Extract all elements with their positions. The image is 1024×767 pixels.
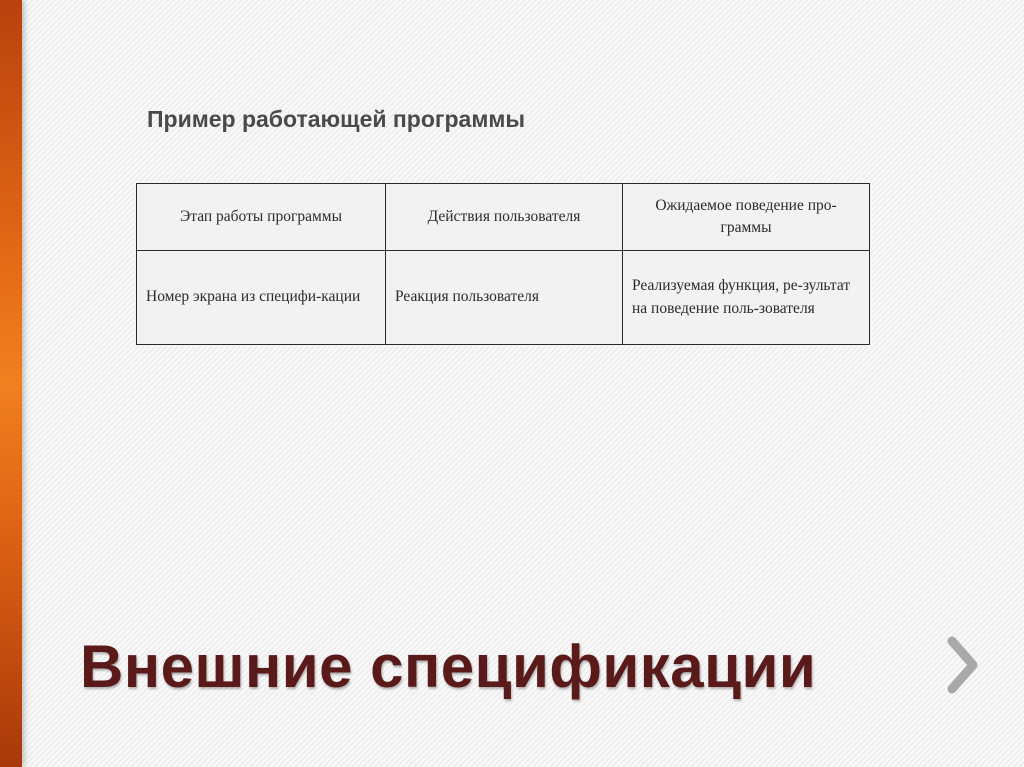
next-slide-button[interactable] [943, 633, 983, 697]
slide-title: Внешние спецификации [80, 633, 817, 700]
chevron-right-icon [943, 633, 983, 697]
accent-sidebar [0, 0, 22, 767]
table-header-row [137, 184, 870, 251]
slide-subtitle: Пример работающей программы [147, 106, 525, 132]
spec-table [136, 183, 870, 345]
cell-stage: Номер экрана из специфи-кации [137, 251, 386, 345]
cell-expected-behavior: Реализуемая функция, ре-зультат на поведение поль-зователя [623, 251, 870, 345]
header-stage: Этап работы программы [137, 184, 386, 251]
spec-table-image [134, 181, 872, 347]
cell-user-actions: Реакция пользователя [386, 251, 623, 345]
header-expected-behavior: Ожидаемое поведение про-граммы [623, 184, 870, 251]
table-row [137, 251, 870, 345]
header-user-actions: Действия пользователя [386, 184, 623, 251]
